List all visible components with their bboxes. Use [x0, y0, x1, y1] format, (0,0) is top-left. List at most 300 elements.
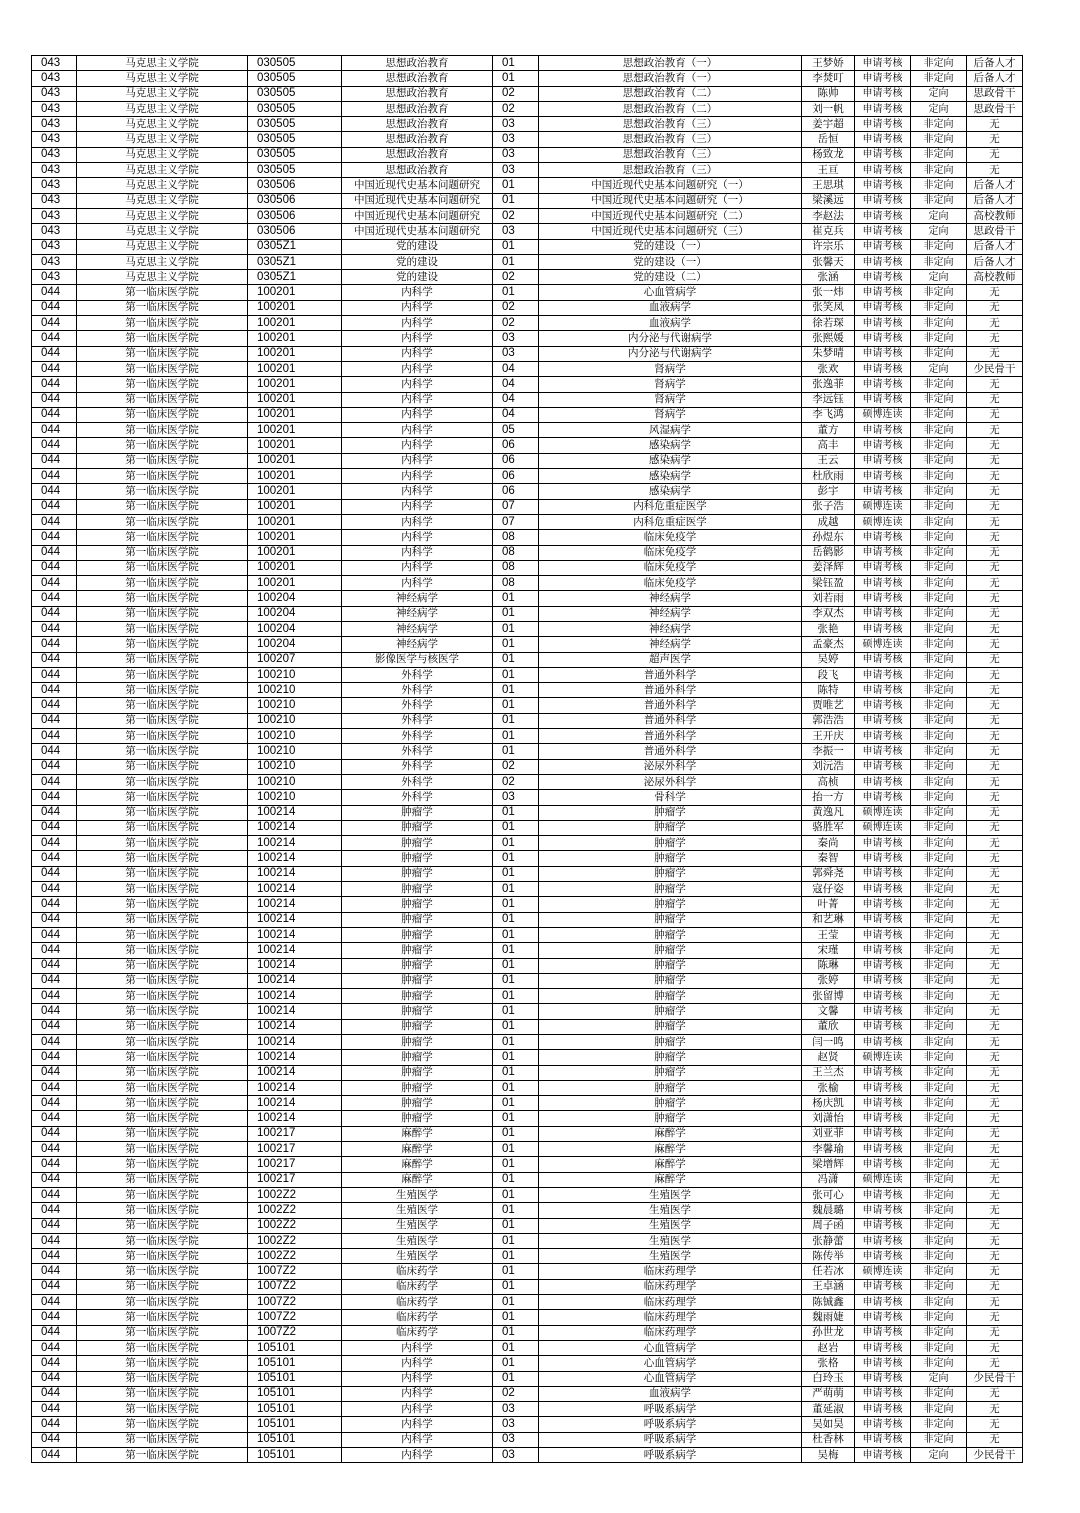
admission-method-cell: 硕博连读 — [855, 1264, 911, 1279]
special-plan-cell: 无 — [967, 285, 1023, 300]
admission-method-cell: 申请考核 — [855, 774, 911, 789]
direction-name-cell: 肾病学 — [539, 407, 802, 422]
special-plan-cell: 无 — [967, 637, 1023, 652]
college-code-cell: 044 — [32, 1172, 77, 1187]
major-name-cell: 肿瘤学 — [342, 943, 493, 958]
student-name-cell: 陈琳 — [802, 958, 855, 973]
orientation-type-cell: 定向 — [911, 101, 967, 116]
table-row — [32, 71, 1023, 86]
major-name-cell: 肿瘤学 — [342, 973, 493, 988]
student-name-cell: 寇仔姿 — [802, 882, 855, 897]
orientation-type-cell: 非定向 — [911, 178, 967, 193]
major-code-cell: 100201 — [248, 576, 342, 591]
student-name-cell: 杨致龙 — [802, 147, 855, 162]
student-name-cell: 王思琪 — [802, 178, 855, 193]
direction-code-cell: 02 — [493, 759, 539, 774]
table-row — [32, 958, 1023, 973]
major-name-cell: 内科学 — [342, 1386, 493, 1401]
college-name-cell: 第一临床医学院 — [77, 1035, 248, 1050]
college-code-cell: 044 — [32, 759, 77, 774]
major-code-cell: 100201 — [248, 285, 342, 300]
direction-name-cell: 感染病学 — [539, 469, 802, 484]
college-name-cell: 第一临床医学院 — [77, 361, 248, 376]
college-code-cell: 044 — [32, 882, 77, 897]
admission-method-cell: 申请考核 — [855, 744, 911, 759]
table-body — [32, 56, 1023, 1463]
major-name-cell: 麻醉学 — [342, 1157, 493, 1172]
table-row — [32, 377, 1023, 392]
direction-code-cell: 01 — [493, 1019, 539, 1034]
major-code-cell: 1007Z2 — [248, 1279, 342, 1294]
orientation-type-cell: 非定向 — [911, 1096, 967, 1111]
student-name-cell: 张熙媛 — [802, 331, 855, 346]
table-row — [32, 530, 1023, 545]
student-name-cell: 黄逸凡 — [802, 805, 855, 820]
direction-code-cell: 01 — [493, 836, 539, 851]
major-name-cell: 思想政治教育 — [342, 117, 493, 132]
major-code-cell: 030505 — [248, 132, 342, 147]
orientation-type-cell: 非定向 — [911, 1340, 967, 1355]
special-plan-cell: 无 — [967, 1325, 1023, 1340]
direction-name-cell: 临床免疫学 — [539, 560, 802, 575]
special-plan-cell: 无 — [967, 606, 1023, 621]
direction-code-cell: 01 — [493, 851, 539, 866]
special-plan-cell: 思政骨干 — [967, 101, 1023, 116]
college-code-cell: 044 — [32, 1080, 77, 1095]
college-name-cell: 第一临床医学院 — [77, 943, 248, 958]
orientation-type-cell: 非定向 — [911, 729, 967, 744]
special-plan-cell: 少民骨干 — [967, 361, 1023, 376]
special-plan-cell: 后备人才 — [967, 178, 1023, 193]
table-row — [32, 1295, 1023, 1310]
student-name-cell: 李焚叮 — [802, 71, 855, 86]
college-name-cell: 第一临床医学院 — [77, 453, 248, 468]
admission-method-cell: 申请考核 — [855, 729, 911, 744]
major-name-cell: 党的建设 — [342, 254, 493, 269]
direction-code-cell: 01 — [493, 56, 539, 71]
table-row — [32, 943, 1023, 958]
admission-method-cell: 申请考核 — [855, 71, 911, 86]
admission-method-cell: 申请考核 — [855, 958, 911, 973]
orientation-type-cell: 非定向 — [911, 530, 967, 545]
table-row — [32, 1065, 1023, 1080]
table-row — [32, 117, 1023, 132]
special-plan-cell: 无 — [967, 851, 1023, 866]
direction-code-cell: 01 — [493, 621, 539, 636]
table-row — [32, 453, 1023, 468]
college-code-cell: 044 — [32, 438, 77, 453]
college-code-cell: 043 — [32, 117, 77, 132]
major-code-cell: 100214 — [248, 882, 342, 897]
orientation-type-cell: 非定向 — [911, 805, 967, 820]
direction-code-cell: 06 — [493, 484, 539, 499]
major-name-cell: 思想政治教育 — [342, 147, 493, 162]
college-name-cell: 第一临床医学院 — [77, 1340, 248, 1355]
admission-list-page — [31, 55, 1022, 1463]
college-code-cell: 044 — [32, 1142, 77, 1157]
major-code-cell: 100210 — [248, 774, 342, 789]
college-code-cell: 044 — [32, 1340, 77, 1355]
orientation-type-cell: 非定向 — [911, 591, 967, 606]
major-code-cell: 100214 — [248, 1035, 342, 1050]
direction-name-cell: 普通外科学 — [539, 729, 802, 744]
college-name-cell: 第一临床医学院 — [77, 667, 248, 682]
major-code-cell: 1002Z2 — [248, 1218, 342, 1233]
direction-name-cell: 肾病学 — [539, 361, 802, 376]
direction-code-cell: 01 — [493, 667, 539, 682]
direction-code-cell: 01 — [493, 927, 539, 942]
college-code-cell: 044 — [32, 560, 77, 575]
direction-name-cell: 麻醉学 — [539, 1172, 802, 1187]
direction-code-cell: 06 — [493, 469, 539, 484]
college-name-cell: 第一临床医学院 — [77, 606, 248, 621]
orientation-type-cell: 非定向 — [911, 667, 967, 682]
major-name-cell: 外科学 — [342, 744, 493, 759]
major-code-cell: 100214 — [248, 927, 342, 942]
direction-code-cell: 02 — [493, 300, 539, 315]
special-plan-cell: 无 — [967, 820, 1023, 835]
admission-method-cell: 硕博连读 — [855, 1050, 911, 1065]
direction-code-cell: 01 — [493, 958, 539, 973]
college-code-cell: 044 — [32, 927, 77, 942]
direction-name-cell: 肿瘤学 — [539, 973, 802, 988]
orientation-type-cell: 非定向 — [911, 560, 967, 575]
table-row — [32, 1004, 1023, 1019]
major-code-cell: 100207 — [248, 652, 342, 667]
special-plan-cell: 无 — [967, 300, 1023, 315]
table-row — [32, 897, 1023, 912]
college-name-cell: 第一临床医学院 — [77, 1432, 248, 1447]
major-code-cell: 100214 — [248, 973, 342, 988]
orientation-type-cell: 非定向 — [911, 484, 967, 499]
orientation-type-cell: 非定向 — [911, 331, 967, 346]
college-code-cell: 044 — [32, 361, 77, 376]
major-name-cell: 肿瘤学 — [342, 882, 493, 897]
student-name-cell: 张一炜 — [802, 285, 855, 300]
major-name-cell: 外科学 — [342, 713, 493, 728]
direction-code-cell: 05 — [493, 423, 539, 438]
admission-method-cell: 申请考核 — [855, 361, 911, 376]
direction-name-cell: 感染病学 — [539, 453, 802, 468]
college-code-cell: 044 — [32, 973, 77, 988]
major-code-cell: 100210 — [248, 683, 342, 698]
college-code-cell: 044 — [32, 805, 77, 820]
special-plan-cell: 无 — [967, 790, 1023, 805]
direction-code-cell: 01 — [493, 1295, 539, 1310]
college-code-cell: 043 — [32, 71, 77, 86]
admission-method-cell: 申请考核 — [855, 1432, 911, 1447]
major-code-cell: 100214 — [248, 912, 342, 927]
major-code-cell: 100201 — [248, 377, 342, 392]
major-code-cell: 100214 — [248, 1050, 342, 1065]
student-name-cell: 秦智 — [802, 851, 855, 866]
table-row — [32, 1417, 1023, 1432]
orientation-type-cell: 非定向 — [911, 254, 967, 269]
student-name-cell: 吴梅 — [802, 1448, 855, 1463]
major-name-cell: 生殖医学 — [342, 1233, 493, 1248]
college-name-cell: 马克思主义学院 — [77, 86, 248, 101]
special-plan-cell: 无 — [967, 667, 1023, 682]
college-code-cell: 043 — [32, 178, 77, 193]
table-row — [32, 300, 1023, 315]
student-name-cell: 李飞鸿 — [802, 407, 855, 422]
table-row — [32, 1402, 1023, 1417]
table-row — [32, 484, 1023, 499]
orientation-type-cell: 非定向 — [911, 423, 967, 438]
major-name-cell: 肿瘤学 — [342, 989, 493, 1004]
college-code-cell: 044 — [32, 407, 77, 422]
special-plan-cell: 无 — [967, 392, 1023, 407]
student-name-cell: 闫一鸣 — [802, 1035, 855, 1050]
direction-code-cell: 01 — [493, 591, 539, 606]
college-name-cell: 第一临床医学院 — [77, 1371, 248, 1386]
major-name-cell: 神经病学 — [342, 591, 493, 606]
direction-name-cell: 生殖医学 — [539, 1233, 802, 1248]
admission-method-cell: 申请考核 — [855, 545, 911, 560]
major-name-cell: 内科学 — [342, 1448, 493, 1463]
major-code-cell: 100210 — [248, 744, 342, 759]
college-code-cell: 044 — [32, 1402, 77, 1417]
direction-code-cell: 01 — [493, 744, 539, 759]
direction-code-cell: 01 — [493, 1356, 539, 1371]
admission-method-cell: 申请考核 — [855, 606, 911, 621]
orientation-type-cell: 非定向 — [911, 713, 967, 728]
special-plan-cell: 无 — [967, 514, 1023, 529]
table-row — [32, 560, 1023, 575]
direction-code-cell: 01 — [493, 1096, 539, 1111]
special-plan-cell: 无 — [967, 989, 1023, 1004]
table-row — [32, 1172, 1023, 1187]
table-row — [32, 882, 1023, 897]
direction-name-cell: 麻醉学 — [539, 1157, 802, 1172]
college-code-cell: 044 — [32, 423, 77, 438]
admission-method-cell: 申请考核 — [855, 300, 911, 315]
major-name-cell: 肿瘤学 — [342, 1096, 493, 1111]
table-row — [32, 774, 1023, 789]
direction-name-cell: 党的建设（一） — [539, 254, 802, 269]
admission-method-cell: 申请考核 — [855, 1004, 911, 1019]
major-code-cell: 100214 — [248, 1019, 342, 1034]
student-name-cell: 刘潇怡 — [802, 1111, 855, 1126]
table-row — [32, 1279, 1023, 1294]
special-plan-cell: 无 — [967, 377, 1023, 392]
orientation-type-cell: 定向 — [911, 1371, 967, 1386]
admission-method-cell: 申请考核 — [855, 530, 911, 545]
college-code-cell: 044 — [32, 484, 77, 499]
orientation-type-cell: 非定向 — [911, 316, 967, 331]
special-plan-cell: 无 — [967, 1249, 1023, 1264]
orientation-type-cell: 非定向 — [911, 851, 967, 866]
major-name-cell: 肿瘤学 — [342, 1065, 493, 1080]
table-row — [32, 683, 1023, 698]
student-name-cell: 王开庆 — [802, 729, 855, 744]
direction-name-cell: 肿瘤学 — [539, 1050, 802, 1065]
admission-method-cell: 申请考核 — [855, 851, 911, 866]
direction-name-cell: 中国近现代史基本问题研究（二） — [539, 208, 802, 223]
direction-name-cell: 风湿病学 — [539, 423, 802, 438]
college-name-cell: 第一临床医学院 — [77, 729, 248, 744]
direction-name-cell: 血液病学 — [539, 316, 802, 331]
college-code-cell: 044 — [32, 576, 77, 591]
college-name-cell: 第一临床医学院 — [77, 377, 248, 392]
special-plan-cell: 无 — [967, 1035, 1023, 1050]
table-row — [32, 836, 1023, 851]
orientation-type-cell: 非定向 — [911, 407, 967, 422]
major-code-cell: 100210 — [248, 729, 342, 744]
orientation-type-cell: 定向 — [911, 1448, 967, 1463]
major-code-cell: 100201 — [248, 392, 342, 407]
admission-method-cell: 申请考核 — [855, 1065, 911, 1080]
admission-method-cell: 申请考核 — [855, 56, 911, 71]
table-row — [32, 469, 1023, 484]
college-code-cell: 044 — [32, 866, 77, 881]
college-name-cell: 第一临床医学院 — [77, 438, 248, 453]
orientation-type-cell: 非定向 — [911, 1080, 967, 1095]
major-name-cell: 内科学 — [342, 499, 493, 514]
college-name-cell: 第一临床医学院 — [77, 713, 248, 728]
special-plan-cell: 无 — [967, 1386, 1023, 1401]
direction-code-cell: 03 — [493, 224, 539, 239]
major-code-cell: 030505 — [248, 56, 342, 71]
table-row — [32, 912, 1023, 927]
admission-method-cell: 申请考核 — [855, 147, 911, 162]
admission-method-cell: 申请考核 — [855, 1279, 911, 1294]
college-name-cell: 第一临床医学院 — [77, 407, 248, 422]
direction-name-cell: 泌尿外科学 — [539, 774, 802, 789]
direction-name-cell: 肿瘤学 — [539, 1065, 802, 1080]
direction-name-cell: 中国近现代史基本问题研究（一） — [539, 193, 802, 208]
orientation-type-cell: 定向 — [911, 270, 967, 285]
table-row — [32, 438, 1023, 453]
major-code-cell: 100201 — [248, 331, 342, 346]
special-plan-cell: 无 — [967, 774, 1023, 789]
admission-method-cell: 申请考核 — [855, 1417, 911, 1432]
direction-code-cell: 03 — [493, 1448, 539, 1463]
direction-code-cell: 01 — [493, 285, 539, 300]
college-name-cell: 第一临床医学院 — [77, 790, 248, 805]
direction-code-cell: 01 — [493, 713, 539, 728]
orientation-type-cell: 非定向 — [911, 683, 967, 698]
college-name-cell: 第一临床医学院 — [77, 514, 248, 529]
orientation-type-cell: 非定向 — [911, 989, 967, 1004]
direction-code-cell: 02 — [493, 101, 539, 116]
major-name-cell: 外科学 — [342, 683, 493, 698]
college-name-cell: 第一临床医学院 — [77, 1111, 248, 1126]
direction-code-cell: 03 — [493, 331, 539, 346]
college-name-cell: 第一临床医学院 — [77, 1096, 248, 1111]
major-code-cell: 1007Z2 — [248, 1310, 342, 1325]
direction-code-cell: 01 — [493, 1203, 539, 1218]
major-name-cell: 内科学 — [342, 484, 493, 499]
major-name-cell: 内科学 — [342, 1371, 493, 1386]
admission-method-cell: 硕博连读 — [855, 407, 911, 422]
table-row — [32, 1142, 1023, 1157]
admission-method-cell: 申请考核 — [855, 927, 911, 942]
admission-method-cell: 申请考核 — [855, 224, 911, 239]
direction-name-cell: 肿瘤学 — [539, 836, 802, 851]
student-name-cell: 秦尚 — [802, 836, 855, 851]
student-name-cell: 魏晨璐 — [802, 1203, 855, 1218]
college-name-cell: 马克思主义学院 — [77, 254, 248, 269]
direction-code-cell: 03 — [493, 1432, 539, 1447]
orientation-type-cell: 非定向 — [911, 1126, 967, 1141]
orientation-type-cell: 非定向 — [911, 453, 967, 468]
special-plan-cell: 无 — [967, 453, 1023, 468]
direction-code-cell: 06 — [493, 438, 539, 453]
orientation-type-cell: 非定向 — [911, 377, 967, 392]
student-name-cell: 岳鹤影 — [802, 545, 855, 560]
admission-method-cell: 申请考核 — [855, 652, 911, 667]
major-code-cell: 100214 — [248, 989, 342, 1004]
student-name-cell: 朱梦晴 — [802, 346, 855, 361]
student-name-cell: 孟豪杰 — [802, 637, 855, 652]
direction-name-cell: 肿瘤学 — [539, 820, 802, 835]
college-code-cell: 044 — [32, 530, 77, 545]
major-code-cell: 100201 — [248, 346, 342, 361]
special-plan-cell: 无 — [967, 1004, 1023, 1019]
college-name-cell: 马克思主义学院 — [77, 71, 248, 86]
student-name-cell: 许宗乐 — [802, 239, 855, 254]
direction-code-cell: 01 — [493, 71, 539, 86]
admission-method-cell: 硕博连读 — [855, 1172, 911, 1187]
orientation-type-cell: 非定向 — [911, 637, 967, 652]
orientation-type-cell: 非定向 — [911, 1065, 967, 1080]
special-plan-cell: 高校教师 — [967, 208, 1023, 223]
major-name-cell: 内科学 — [342, 576, 493, 591]
direction-name-cell: 麻醉学 — [539, 1142, 802, 1157]
table-row — [32, 163, 1023, 178]
major-code-cell: 100217 — [248, 1142, 342, 1157]
college-name-cell: 第一临床医学院 — [77, 759, 248, 774]
student-name-cell: 冯潇 — [802, 1172, 855, 1187]
major-name-cell: 肿瘤学 — [342, 927, 493, 942]
direction-name-cell: 临床免疫学 — [539, 530, 802, 545]
student-name-cell: 董欣 — [802, 1019, 855, 1034]
direction-name-cell: 普通外科学 — [539, 683, 802, 698]
student-name-cell: 张涵 — [802, 270, 855, 285]
major-name-cell: 肿瘤学 — [342, 836, 493, 851]
major-name-cell: 肿瘤学 — [342, 1019, 493, 1034]
college-name-cell: 马克思主义学院 — [77, 56, 248, 71]
college-name-cell: 马克思主义学院 — [77, 132, 248, 147]
special-plan-cell: 无 — [967, 147, 1023, 162]
orientation-type-cell: 非定向 — [911, 1402, 967, 1417]
college-code-cell: 044 — [32, 1126, 77, 1141]
special-plan-cell: 无 — [967, 1310, 1023, 1325]
student-name-cell: 高丰 — [802, 438, 855, 453]
table-row — [32, 621, 1023, 636]
student-name-cell: 张格 — [802, 1356, 855, 1371]
college-code-cell: 043 — [32, 224, 77, 239]
college-code-cell: 044 — [32, 514, 77, 529]
college-code-cell: 044 — [32, 912, 77, 927]
college-name-cell: 第一临床医学院 — [77, 1233, 248, 1248]
special-plan-cell: 无 — [967, 117, 1023, 132]
direction-name-cell: 临床药理学 — [539, 1279, 802, 1294]
direction-code-cell: 01 — [493, 882, 539, 897]
student-name-cell: 张欢 — [802, 361, 855, 376]
orientation-type-cell: 非定向 — [911, 866, 967, 881]
admission-method-cell: 申请考核 — [855, 423, 911, 438]
admission-method-cell: 硕博连读 — [855, 637, 911, 652]
college-name-cell: 马克思主义学院 — [77, 224, 248, 239]
direction-code-cell: 07 — [493, 514, 539, 529]
orientation-type-cell: 非定向 — [911, 1172, 967, 1187]
major-code-cell: 100201 — [248, 300, 342, 315]
major-code-cell: 100210 — [248, 667, 342, 682]
admission-method-cell: 申请考核 — [855, 469, 911, 484]
college-name-cell: 马克思主义学院 — [77, 163, 248, 178]
